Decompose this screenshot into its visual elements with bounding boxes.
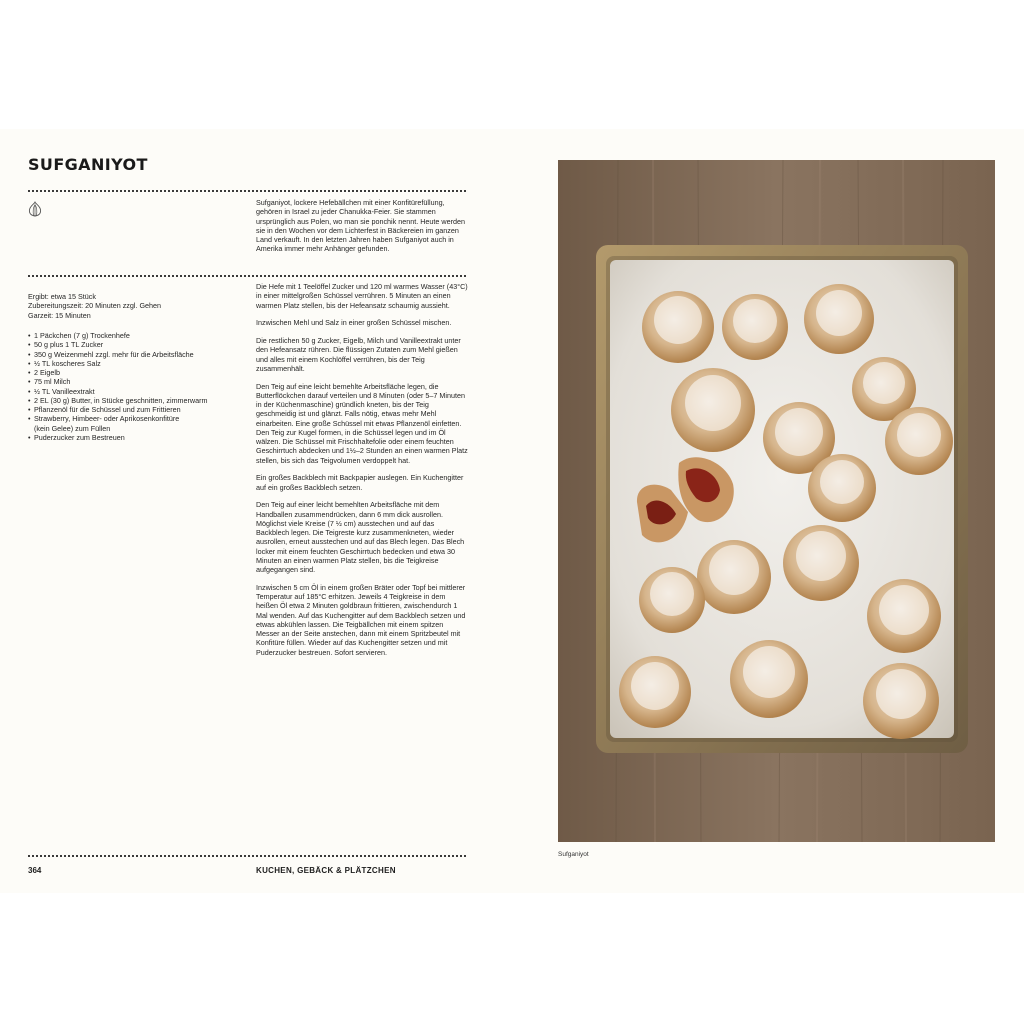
ingredient-list	[28, 331, 238, 442]
yield-text: Ergibt: etwa 15 Stück	[28, 292, 96, 301]
ingredient-item	[28, 396, 238, 405]
ingredient-text: 2 Eigelb	[34, 368, 60, 377]
footer-divider	[28, 855, 466, 857]
ingredient-item	[28, 331, 238, 340]
instruction-steps	[256, 282, 468, 665]
intro-divider	[28, 275, 466, 277]
bullet: •	[28, 405, 31, 414]
recipe-intro: Sufganiyot, lockere Hefebällchen mit einer Konfitürefüllung, gehören in Israel zu jeder Chanukka-Feier. Sie stammen ursprünglich aus Polen, wo man sie ponchik nennt. Heute werden sie in den Wochen vor dem Lichterfest in Bäckereien im ganzen Land verkauft. In den letzten Jahren haben Sufganiyot auch in Amerika immer mehr Anhänger gefunden.	[256, 198, 465, 254]
instruction-paragraph: Inzwischen Mehl und Salz in einer großen Schüssel mischen.	[256, 318, 452, 328]
instruction-paragraph: Die restlichen 50 g Zucker, Eigelb, Milch und Vanilleextrakt unter den Hefeansatz rühren. Die flüssigen Zutaten zum Mehl gießen und alles mit einem Kochlöffel verrühren, bis der Teig zusammenhält.	[256, 336, 461, 373]
photo-caption: Sufganiyot	[558, 851, 589, 858]
left-page	[28, 129, 468, 893]
bullet: •	[28, 386, 31, 396]
onion-icon	[28, 201, 42, 217]
instruction-paragraph: Inzwischen 5 cm Öl in einem großen Bräter oder Topf bei mittlerer Temperatur auf 185°C erhitzen. Jeweils 4 Teigkreise in dem heißen Öl etwa 2 Minuten goldbraun frittieren, zwischendurch 1 Mal wenden. Auf das Kuchengitter auf dem Backblech setzen und etwas abkühlen lassen. Die Teigbällchen mit einem spitzen Messer an der Seite anstechen, dann mit einem Spritzbeutel mit Konfitüre füllen. Wieder auf das Kuchengitter setzen und mit Puderzucker bestreuen. Sofort servieren.	[256, 582, 466, 657]
ingredient-text: 350 g Weizenmehl zzgl. mehr für die Arbeitsfläche	[34, 349, 194, 359]
page-number: 364	[28, 866, 42, 875]
ingredient-item	[28, 350, 238, 359]
ingredient-item	[28, 433, 238, 442]
ingredient-text: Puderzucker zum Bestreuen	[34, 432, 125, 442]
instruction-paragraph: Den Teig auf einer leicht bemehlten Arbeitsfläche mit dem Handballen zusammendrücken, dann 6 mm dick ausrollen. Möglichst viele Kreise (7 ½ cm) ausstechen und auf das Backblech legen. Die Teigreste kurz zusammenkneten, wieder ausrollen, erneut ausstechen und auf das Blech legen. Das Blech locker mit einem feuchten Geschirrtuch bedecken und etwa 30 Minuten an einen warmen Platz stellen, bis die Teigkreise aufgegangen sind.	[256, 500, 465, 574]
ingredient-item	[28, 387, 238, 396]
ingredient-item	[28, 377, 238, 386]
bullet: •	[28, 432, 31, 442]
bullet: •	[28, 331, 31, 340]
ingredient-text: ½ TL koscheres Salz	[34, 358, 101, 368]
ingredient-text: ½ TL Vanilleextrakt	[34, 386, 95, 396]
ingredient-text: 2 EL (30 g) Butter, in Stücke geschnitten, zimmerwarm	[34, 395, 208, 405]
ingredient-item	[28, 424, 238, 433]
bullet: •	[28, 395, 31, 405]
instruction-paragraph: Den Teig auf eine leicht bemehlte Arbeitsfläche legen, die Butterflöckchen darauf verteilen und 8 Minuten (oder 5–7 Minuten in der Küchenmaschine) gründlich kneten, bis der Teig geschmeidig ist und glänzt. Falls nötig, etwas mehr Mehl einarbeiten. Eine große Schüssel mit etwas Pflanzenöl einfetten. Den Teig zur Kugel formen, in die Schüssel legen und im Öl wälzen. Die Schüssel mit Frischhaltefolie oder einem feuchten Geschirrtuch abdecken und 1½–2 Stunden an einen warmen Platz stellen, bis sich das Teigvolumen verdoppelt hat.	[256, 381, 468, 465]
ingredient-text: 50 g plus 1 TL Zucker	[34, 340, 104, 350]
ingredient-text: 1 Päckchen (7 g) Trockenhefe	[34, 331, 130, 340]
title-divider	[28, 190, 466, 192]
ingredient-text: Strawberry, Himbeer- oder Aprikosenkonfitüre	[34, 414, 180, 424]
book-spread	[0, 129, 1024, 893]
bullet: •	[28, 358, 31, 368]
ingredient-item	[28, 414, 238, 423]
bullet: •	[28, 349, 31, 359]
ingredient-item	[28, 359, 238, 368]
bullet: •	[28, 414, 31, 424]
ingredient-item	[28, 340, 238, 349]
ingredient-item	[28, 368, 238, 377]
recipe-title: SUFGANIYOT	[28, 155, 148, 174]
bullet: •	[28, 340, 31, 350]
prep-time-text: Zubereitungszeit: 20 Minuten zzgl. Gehen	[28, 301, 162, 311]
instruction-paragraph: Die Hefe mit 1 Teelöffel Zucker und 120 ml warmes Wasser (43°C) in einer mittelgroßen Schüssel verrühren. 5 Minuten an einen warmen Platz stellen, bis der Hefeansatz schaumig aussieht.	[256, 282, 468, 310]
ingredient-text: Pflanzenöl für die Schüssel und zum Frittieren	[34, 405, 181, 414]
ingredient-text: (kein Gelee) zum Füllen	[34, 423, 111, 433]
ingredient-item	[28, 405, 238, 414]
section-title: KUCHEN, GEBÄCK & PLÄTZCHEN	[256, 866, 396, 875]
bullet: •	[28, 377, 31, 387]
bullet: •	[28, 368, 31, 377]
instruction-paragraph: Ein großes Backblech mit Backpapier auslegen. Ein Kuchengitter auf ein großes Backblech setzen.	[256, 473, 464, 492]
ingredient-text: 75 ml Milch	[34, 377, 71, 387]
cook-time-text: Garzeit: 15 Minuten	[28, 310, 91, 320]
sufganiyot-photo	[558, 160, 995, 842]
recipe-meta	[28, 292, 238, 320]
